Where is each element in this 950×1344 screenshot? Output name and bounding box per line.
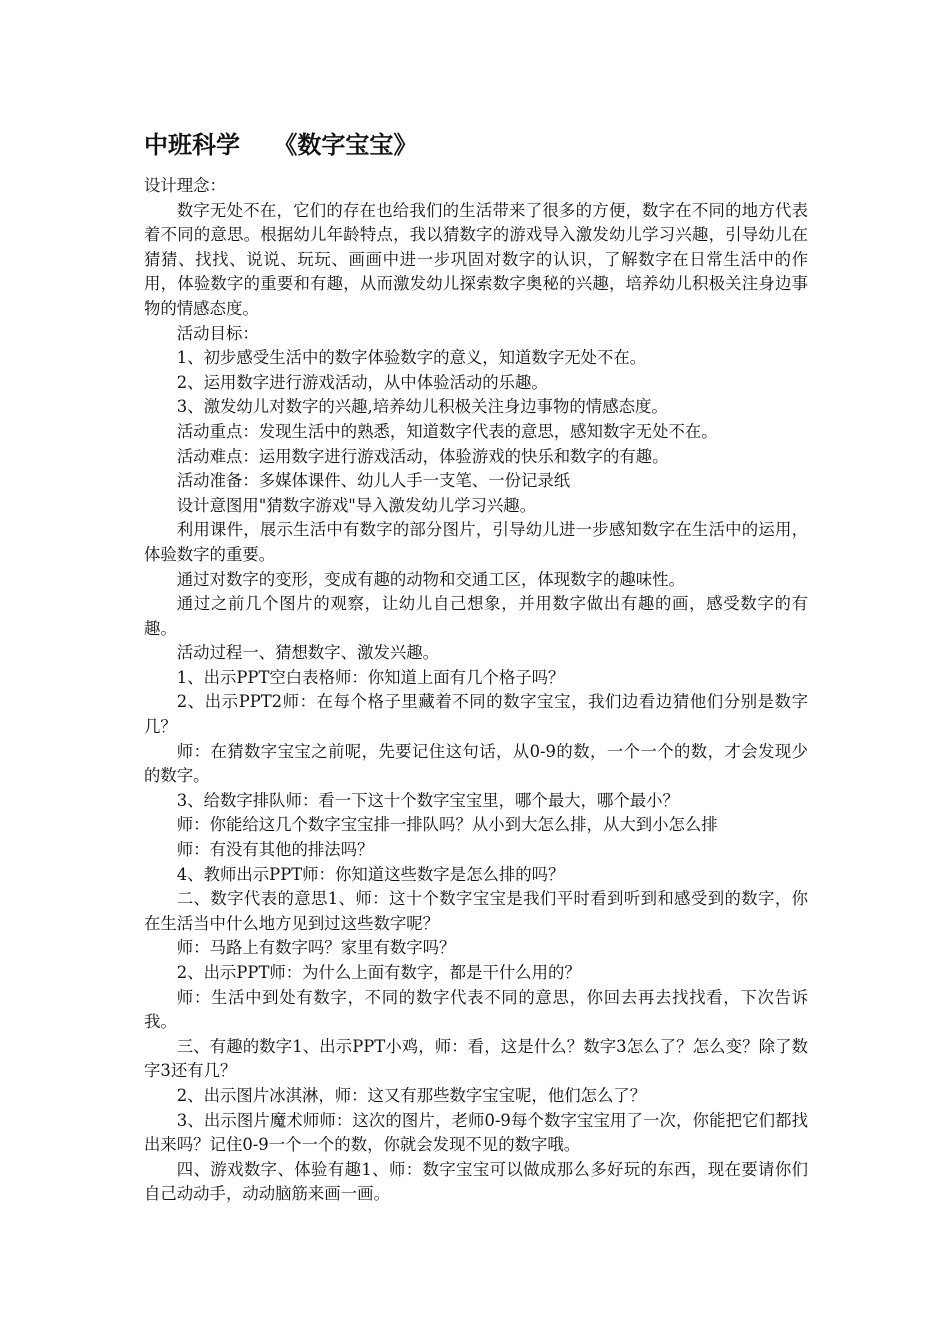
paragraph: 3、激发幼儿对数字的兴趣,培养幼儿积极关注身边事物的情感态度。 (176, 397, 668, 417)
paragraph: 通过对数字的变形，变成有趣的动物和交通工区，体现数字的趣味性。 (176, 569, 685, 589)
paragraph: 4、教师出示PPT师：你知道这些数字是怎么排的吗？ (176, 864, 565, 884)
paragraph: 三、有趣的数字1、出示PPT小鸡，师：看，这是什么？数字3怎么了？怎么变？除了数字3还有几？ (144, 1036, 808, 1081)
paragraph: 活动重点：发现生活中的熟悉，知道数字代表的意思，感知数字无处不在。 (176, 421, 718, 441)
paragraph: 3、给数字排队师：看一下这十个数字宝宝里，哪个最大，哪个最小？ (176, 790, 679, 810)
document-page (144, 128, 808, 1207)
paragraph: 2、出示PPT2师：在每个格子里藏着不同的数字宝宝，我们边看边猜他们分别是数字几？ (144, 692, 808, 737)
paragraph: 设计意图用"猜数字游戏"导入激发幼儿学习兴趣。 (176, 495, 537, 515)
paragraph: 师：生活中到处有数字，不同的数字代表不同的意思，你回去再去找找看，下次告诉我。 (144, 987, 808, 1032)
paragraph: 活动难点：运用数字进行游戏活动，体验游戏的快乐和数字的有趣。 (176, 446, 669, 466)
paragraph: 1、初步感受生活中的数字体验数字的意义，知道数字无处不在。 (176, 348, 647, 368)
paragraph: 利用课件，展示生活中有数字的部分图片，引导幼儿进一步感知数字在生活中的运用，体验数字的重要。 (144, 520, 808, 564)
paragraph: 师：在猜数字宝宝之前呢，先要记住这句话，从0-9的数，一个一个的数，才会发现少的数字。 (144, 741, 808, 786)
paragraph: 四、游戏数字、体验有趣1、师：数字宝宝可以做成那么多好玩的东西，现在要请你们自己动动手，动动脑筋来画一画。 (144, 1159, 808, 1204)
paragraph: 设计理念： (144, 176, 226, 195)
paragraph: 数字无处不在，它们的存在也给我们的生活带来了很多的方便，数字在不同的地方代表着不同的意思。根据幼儿年龄特点，我以猜数字的游戏导入激发幼儿学习兴趣，引导幼儿在猜猜、找找、说说、玩玩、画画中进一步巩固对数字的认识，了解数字在日常生活中的作用，体验数字的重要和有趣，从而激发幼儿探索数字奥秘的兴趣，培养幼儿积极关注身边事物的情感态度。 (144, 200, 808, 318)
paragraph: 活动准备：多媒体课件、幼儿人手一支笔、一份记录纸 (176, 471, 571, 491)
paragraph: 通过之前几个图片的观察，让幼儿自己想象，并用数字做出有趣的画，感受数字的有趣。 (144, 594, 808, 638)
paragraph: 师：有没有其他的排法吗？ (176, 840, 374, 860)
paragraph: 1、出示PPT空白表格师：你知道上面有几个格子吗？ (176, 667, 565, 687)
document-body (144, 174, 808, 1207)
paragraph: 2、出示PPT师：为什么上面有数字，都是干什么用的？ (176, 963, 581, 982)
paragraph: 师：你能给这几个数字宝宝排一排队吗？从小到大怎么排，从大到小怎么排 (176, 815, 718, 835)
paragraph: 活动目标： (176, 323, 259, 343)
document-title: 中班科学 《数字宝宝》 (144, 131, 418, 159)
paragraph: 师：马路上有数字吗？家里有数字吗？ (176, 938, 456, 958)
paragraph: 2、出示图片冰淇淋，师：这又有那些数字宝宝呢，他们怎么了？ (176, 1085, 647, 1105)
paragraph: 活动过程一、猜想数字、激发兴趣。 (176, 643, 440, 663)
paragraph: 3、出示图片魔术师师：这次的图片，老师0-9每个数字宝宝用了一次，你能把它们都找出来吗？记住0-9一个一个的数，你就会发现不见的数字哦。 (144, 1110, 808, 1155)
paragraph: 二、数字代表的意思1、师：这十个数字宝宝是我们平时看到听到和感受到的数字，你在生活当中什么地方见到过这些数字呢？ (144, 889, 808, 933)
paragraph: 2、运用数字进行游戏活动，从中体验活动的乐趣。 (176, 372, 548, 392)
